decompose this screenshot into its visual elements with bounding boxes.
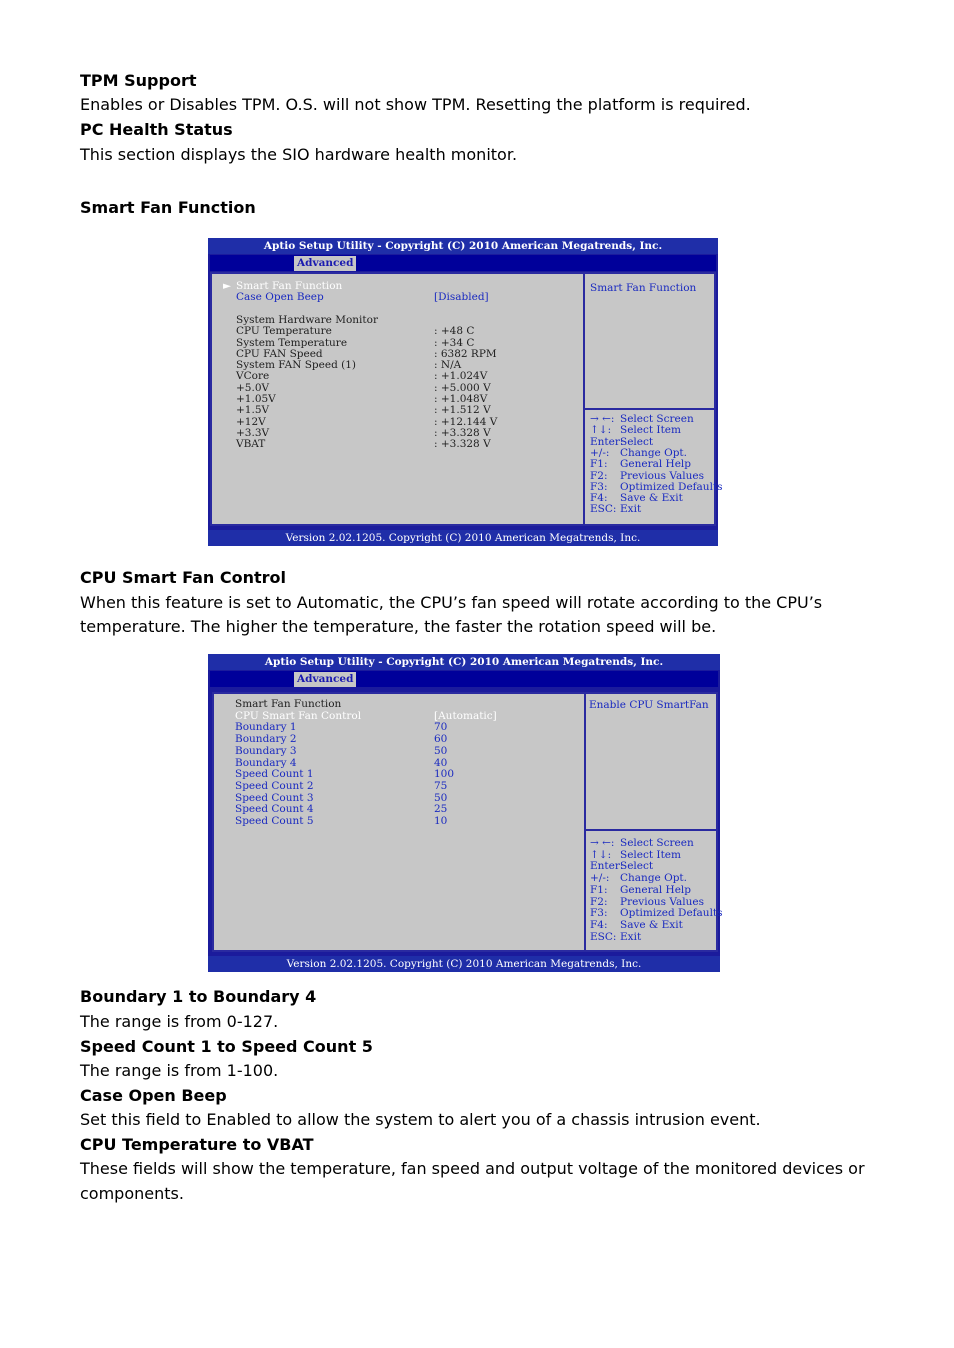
setting-label: +3.3V [236,426,270,439]
bios-panel-divider [584,694,586,950]
bios-help-text: Smart Fan Function [590,282,697,294]
key-hint-key: +/-: [590,446,610,459]
key-hint-description: General Help [620,458,692,471]
key-hint-description: Exit [620,503,642,516]
key-hint-key: F2: [590,895,608,908]
setting-value[interactable]: 75 [434,779,448,792]
setting-value[interactable]: 10 [434,815,448,827]
key-hint-key: ESC: [590,930,617,943]
setting-label[interactable]: Boundary 4 [235,756,297,769]
cpu-smart-fan-heading: CPU Smart Fan Control [80,568,287,587]
bios-title-bar: Aptio Setup Utility - Copyright (C) 2010 American Megatrends, Inc. [208,238,718,254]
setting-label[interactable]: Case Open Beep [236,291,324,304]
setting-label: System Hardware Monitor [236,313,378,326]
setting-label[interactable]: Smart Fan Function [236,280,343,292]
pc-health-description: This section displays the SIO hardware health monitor. [80,145,518,164]
setting-label[interactable]: Boundary 3 [235,744,297,757]
setting-label[interactable]: Boundary 2 [235,733,297,746]
key-hint-key: F4: [590,492,608,505]
key-hint-key: F4: [590,918,608,931]
setting-value: : +3.328 V [434,438,491,451]
setting-label: System FAN Speed (1) [236,359,356,372]
bios-title-bar: Aptio Setup Utility - Copyright (C) 2010 American Megatrends, Inc. [208,654,720,670]
setting-value[interactable]: 50 [434,791,448,804]
setting-value: : +5.000 V [434,381,491,394]
setting-label: CPU Temperature [236,325,332,338]
pc-health-heading: PC Health Status [80,120,233,139]
vbat-heading: CPU Temperature to VBAT [80,1135,314,1154]
setting-value[interactable]: 25 [434,803,448,816]
setting-label: +1.05V [236,393,276,405]
bios-footer: Version 2.02.1205. Copyright (C) 2010 American Megatrends, Inc. [208,530,718,546]
key-hint-key: ↑↓: [590,424,612,437]
setting-label[interactable]: Speed Count 3 [235,791,314,804]
setting-value: : +48 C [434,325,475,338]
setting-value[interactable]: [Disabled] [434,291,489,304]
setting-value[interactable]: 100 [434,768,455,781]
setting-value[interactable]: 50 [434,744,448,757]
key-hint-description: Select [620,435,654,448]
smart-fan-heading: Smart Fan Function [80,198,256,217]
key-hint-description: Previous Values [620,469,704,482]
setting-label: +1.5V [236,404,270,417]
speed-count-description: The range is from 1-100. [80,1061,279,1080]
bios-tab-bar [210,255,716,271]
key-hint-key: ↑↓: [590,848,612,861]
setting-label[interactable]: Boundary 1 [235,721,297,734]
key-hint-key: F1: [590,883,608,896]
key-hint-description: Change Opt. [620,446,687,459]
setting-label[interactable]: Speed Count 1 [235,768,314,781]
key-hint-key: → ←: [590,837,615,849]
setting-label: Smart Fan Function [235,698,342,710]
setting-label: CPU FAN Speed [236,347,323,360]
key-hint-description: Optimized Defaults [620,907,723,920]
setting-label[interactable]: CPU Smart Fan Control [235,709,362,722]
speed-count-heading: Speed Count 1 to Speed Count 5 [80,1037,373,1056]
key-hint-key: F3: [590,907,608,920]
setting-value: : +1.024V [434,370,488,383]
cpu-smart-fan-description-2: temperature. The higher the temperature, the faster the rotation speed will be. [80,617,717,636]
setting-value: : +34 C [434,336,475,349]
setting-value: : N/A [434,359,462,372]
setting-label[interactable]: Speed Count 5 [235,815,314,827]
bios-help-divider [585,408,714,410]
case-open-beep-heading: Case Open Beep [80,1086,227,1105]
key-hint-key: ESC: [590,503,617,516]
bios-help-text: Enable CPU SmartFan [589,699,709,711]
key-hint-key: +/-: [590,872,610,885]
bios-tab-bar [210,671,718,687]
key-hint-key: → ←: [590,413,615,425]
vbat-description-1: These fields will show the temperature, fan speed and output voltage of the monitored devices or [80,1159,865,1178]
setting-value[interactable]: 70 [434,721,448,734]
key-hint-key: F1: [590,458,608,471]
tpm-support-heading: TPM Support [80,71,197,90]
tpm-support-description: Enables or Disables TPM. O.S. will not show TPM. Resetting the platform is required. [80,95,751,114]
setting-label: VCore [236,370,270,383]
key-hint-description: Select Item [620,848,681,861]
key-hint-description: General Help [620,883,692,896]
setting-value[interactable]: 60 [434,733,448,746]
key-hint-description: Select [620,860,654,873]
key-hint-key: Enter: [590,860,624,873]
key-hint-description: Previous Values [620,895,704,908]
setting-label[interactable]: Speed Count 4 [235,803,314,816]
bios-main-panel [210,272,723,526]
setting-value[interactable]: 40 [434,756,448,769]
setting-label[interactable]: Speed Count 2 [235,779,314,792]
key-hint-description: Change Opt. [620,872,687,885]
setting-value: : +1.048V [434,393,488,405]
key-hint-description: Select Item [620,424,681,437]
key-hint-key: Enter: [590,435,624,448]
key-hint-description: Optimized Defaults [620,480,723,493]
setting-label: System Temperature [236,336,348,349]
bios-help-divider [586,829,716,831]
key-hint-key: F2: [590,469,608,482]
setting-label: +12V [236,415,266,428]
setting-value: : +12.144 V [434,415,498,428]
submenu-arrow-icon: ► [223,280,232,292]
key-hint-key: F3: [590,480,608,493]
key-hint-description: Select Screen [620,413,694,425]
setting-label: VBAT [236,438,266,451]
cpu-smart-fan-description-1: When this feature is set to Automatic, the CPU’s fan speed will rotate according to the CPU’s [80,593,823,612]
case-open-beep-description: Set this field to Enabled to allow the system to alert you of a chassis intrusion event. [80,1110,761,1129]
setting-value: : +1.512 V [434,404,491,417]
bios-panel-divider [583,274,585,524]
key-hint-description: Exit [620,930,642,943]
bios-main-panel [212,692,723,952]
vbat-description-2: components. [80,1184,184,1203]
key-hint-description: Save & Exit [620,918,683,931]
bios-screenshot-cpu-fan [208,654,723,972]
setting-value: : +3.328 V [434,426,491,439]
setting-value[interactable]: [Automatic] [434,709,497,722]
key-hint-description: Select Screen [620,837,694,849]
bios-screenshot-smart-fan [208,238,723,546]
boundary-heading: Boundary 1 to Boundary 4 [80,987,317,1006]
bios-footer: Version 2.02.1205. Copyright (C) 2010 American Megatrends, Inc. [208,956,720,972]
setting-value: : 6382 RPM [434,347,497,360]
setting-label: +5.0V [236,381,270,394]
key-hint-description: Save & Exit [620,492,683,505]
boundary-description: The range is from 0-127. [80,1012,279,1031]
tab-advanced[interactable]: Advanced [294,672,356,687]
tab-advanced[interactable]: Advanced [294,256,356,271]
